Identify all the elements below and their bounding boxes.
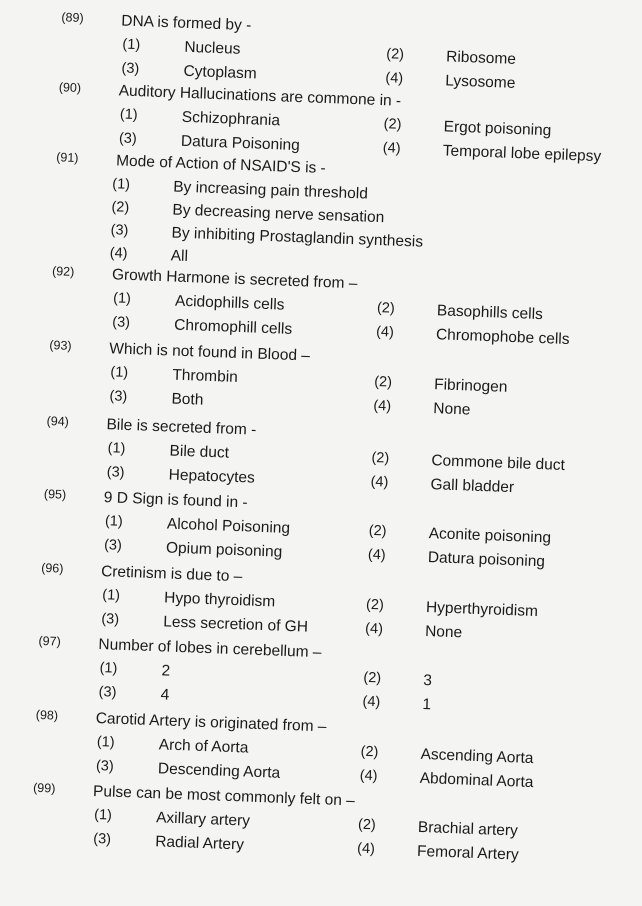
option-text: Temporal lobe epilepsy: [442, 142, 602, 166]
option-text: Less secretion of GH: [163, 613, 309, 636]
option-text: Arch of Aorta: [158, 736, 249, 757]
option-text: None: [424, 623, 463, 642]
option-text: Both: [171, 390, 204, 409]
option-label: (1): [99, 660, 118, 677]
option-text: Nucleus: [184, 38, 241, 58]
question-text: Mode of Action of NSAID'S is -: [115, 152, 327, 178]
option-label: (1): [110, 364, 129, 381]
option-label: (3): [109, 388, 128, 405]
option-label: (4): [364, 620, 384, 638]
question-number: (93): [49, 338, 72, 353]
question-number: (90): [58, 80, 82, 96]
question-text: Carotid Artery is originated from –: [95, 709, 327, 736]
question-text: Cretinism is due to –: [100, 563, 243, 586]
option-text: Opium poisoning: [165, 539, 283, 561]
question-text: DNA is formed by -: [121, 12, 252, 35]
option-label: (2): [385, 46, 405, 63]
option-text: Chromophobe cells: [435, 326, 570, 349]
option-text: None: [433, 400, 471, 419]
option-label: (2): [357, 816, 377, 834]
option-text: Bile duct: [169, 442, 230, 462]
option-label: (4): [367, 546, 386, 564]
option-label: (3): [93, 830, 112, 848]
option-text: Hypo thyroidism: [163, 589, 276, 611]
option-label: (2): [363, 669, 382, 687]
option-label: (4): [373, 397, 392, 415]
option-text: Datura poisoning: [427, 549, 546, 571]
option-text: 3: [423, 671, 433, 690]
option-text: Descending Aorta: [157, 760, 281, 782]
option-text: Radial Artery: [154, 833, 245, 854]
option-label: (4): [359, 767, 378, 785]
question-number: (97): [38, 633, 62, 649]
option-label: (4): [370, 473, 389, 491]
option-text: All: [170, 247, 189, 266]
question-number: (92): [51, 264, 75, 279]
option-label: (2): [368, 522, 387, 540]
question-number: (89): [61, 10, 84, 26]
option-label: (1): [122, 36, 141, 54]
option-text: Fibrinogen: [433, 376, 508, 396]
option-label: (4): [356, 840, 376, 858]
option-text: By inhibiting Prostaglandin synthesis: [171, 224, 424, 251]
option-label: (3): [110, 222, 129, 239]
option-label: (3): [118, 130, 138, 148]
option-text: Acidophills cells: [174, 292, 285, 314]
option-label: (1): [107, 440, 126, 457]
option-label: (1): [93, 807, 113, 824]
option-text: Alcohol Poisoning: [166, 515, 291, 537]
question-number: (99): [32, 780, 56, 796]
option-label: (4): [109, 245, 128, 262]
option-label: (3): [103, 537, 123, 554]
option-text: Axillary artery: [155, 809, 251, 830]
option-text: Hepatocytes: [168, 466, 256, 487]
option-text: Commone bile duct: [431, 452, 566, 475]
question-number: (91): [56, 150, 79, 165]
option-text: Basophills cells: [436, 302, 544, 324]
option-text: Ribosome: [445, 48, 517, 68]
option-label: (3): [111, 314, 131, 331]
option-text: Schizophrania: [181, 108, 281, 130]
option-label: (1): [101, 587, 121, 604]
option-label: (1): [119, 106, 138, 124]
option-label: (2): [373, 373, 393, 391]
option-label: (3): [106, 464, 125, 481]
option-label: (3): [101, 611, 120, 628]
option-label: (4): [362, 693, 381, 711]
question-number: (94): [46, 413, 70, 429]
option-text: By decreasing nerve sensation: [172, 201, 385, 227]
option-label: (3): [95, 758, 115, 775]
option-text: Femoral Artery: [416, 842, 519, 864]
option-text: Datura Poisoning: [180, 132, 301, 155]
option-label: (2): [383, 116, 402, 133]
option-label: (2): [365, 596, 385, 614]
option-text: Ergot poisoning: [443, 118, 552, 140]
option-label: (1): [96, 734, 115, 751]
option-text: Abdominal Aorta: [419, 769, 534, 792]
option-text: Cytoplasm: [183, 62, 257, 83]
option-text: Gall bladder: [430, 476, 515, 497]
option-text: Hyperthyroidism: [425, 599, 539, 621]
option-text: Lysosome: [445, 72, 516, 92]
question-text: Pulse can be most commonly felt on –: [92, 782, 356, 810]
option-text: By increasing pain threshold: [172, 178, 369, 203]
option-label: (4): [385, 70, 404, 87]
question-number: (98): [35, 707, 59, 723]
question-text: Bile is secreted from -: [106, 416, 257, 439]
option-label: (4): [382, 140, 401, 157]
option-label: (2): [360, 743, 379, 761]
option-text: 4: [160, 686, 170, 704]
question-text: Which is not found in Blood –: [108, 340, 311, 365]
option-text: Chromophill cells: [173, 316, 293, 338]
question-number: (96): [40, 560, 64, 576]
option-label: (2): [371, 449, 390, 467]
option-label: (1): [112, 290, 132, 307]
option-label: (2): [376, 300, 395, 317]
option-text: Ascending Aorta: [420, 745, 534, 768]
question-text: Growth Harmone is secreted from –: [111, 266, 358, 293]
option-label: (1): [104, 513, 123, 530]
option-label: (3): [98, 684, 117, 701]
option-label: (2): [111, 199, 130, 216]
question-text: 9 D Sign is found in -: [103, 489, 248, 512]
question-text: Number of lobes in cerebellum –: [98, 636, 322, 662]
option-text: Brachial artery: [417, 818, 519, 840]
option-label: (1): [112, 176, 131, 193]
option-label: (4): [375, 324, 395, 341]
option-text: 2: [161, 662, 171, 680]
option-label: (3): [121, 60, 140, 78]
option-text: Aconite poisoning: [428, 525, 552, 547]
option-text: Thrombin: [172, 366, 239, 386]
option-text: 1: [422, 695, 432, 714]
question-number: (95): [43, 486, 67, 502]
question-text: Auditory Hallucinations are commone in -: [118, 82, 402, 110]
